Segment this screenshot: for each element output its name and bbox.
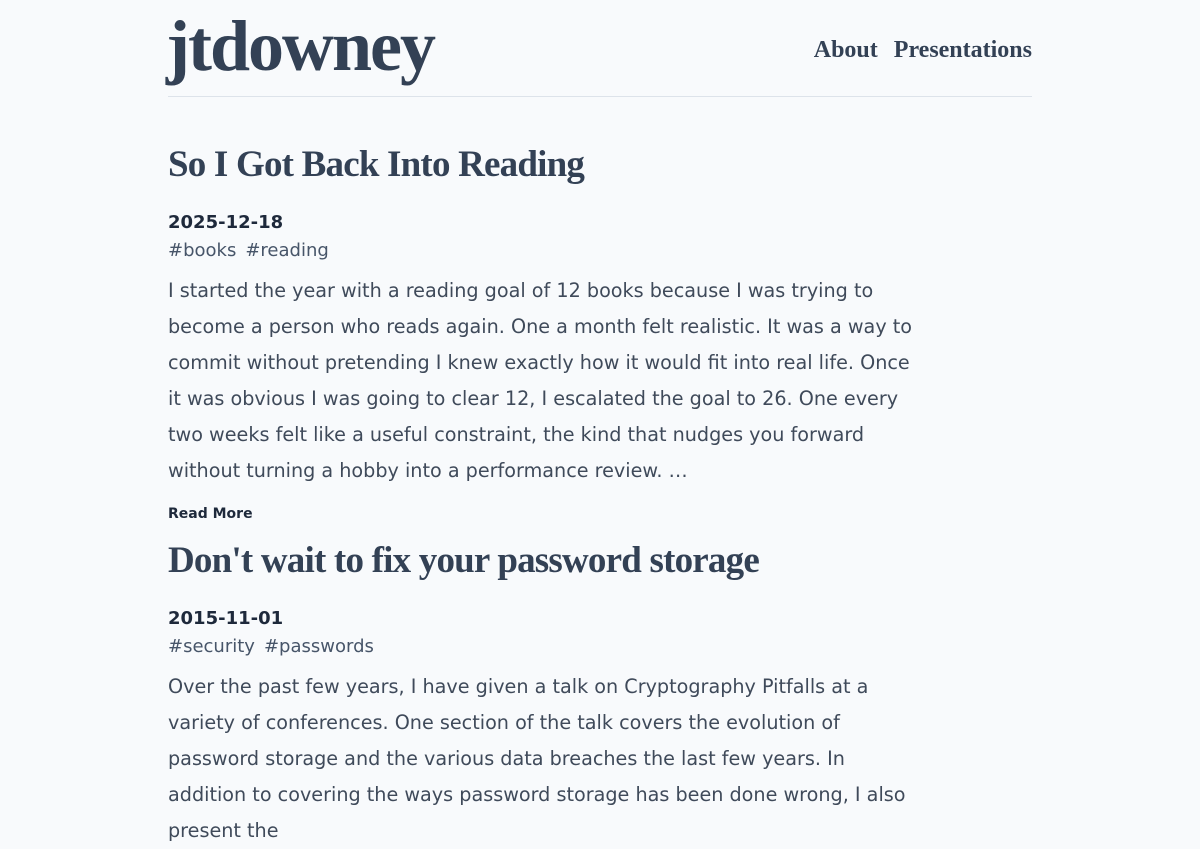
post-excerpt-wrap <box>168 273 928 489</box>
site-title-link[interactable]: jtdowney <box>166 6 434 86</box>
post-excerpt-wrap <box>168 669 928 849</box>
nav-presentations-link[interactable]: Presentations <box>893 37 1032 63</box>
page-container <box>166 0 1032 842</box>
post-excerpt: Over the past few years, I have given a talk on Cryptography Pitfalls at a variety of conferences. One section of the talk covers the evolution of password storage and the various data breaches the last few years. In addition to covering the ways password storage has been done wrong, I also present the <box>168 675 906 842</box>
post-title-link[interactable]: So I Got Back Into Reading <box>168 144 585 185</box>
post-date: 2015-11-01 <box>168 608 284 629</box>
main-nav <box>814 38 1032 62</box>
post-entry <box>168 541 928 582</box>
post-tags <box>168 638 374 656</box>
post-tags <box>168 242 329 260</box>
post-excerpt: I started the year with a reading goal of 12 books because I was trying to become a person who reads again. One a month felt realistic. It was a way to commit without pretending I knew exactly how it would fit into real life. Once it was obvious I was going to clear 12, I escalated the goal to 26. One every two weeks felt like a useful constraint, the kind that nudges you forward without turning a hobby into a performance review. … <box>168 279 913 482</box>
tag-link[interactable]: #books <box>168 240 237 261</box>
post-date: 2025-12-18 <box>168 212 284 233</box>
post-entry <box>168 145 928 186</box>
site-header <box>168 0 1032 97</box>
nav-about-link[interactable]: About <box>813 37 878 63</box>
tag-link[interactable]: #reading <box>245 240 329 261</box>
read-more-link[interactable]: Read More <box>168 506 253 522</box>
tag-link[interactable]: #security <box>168 636 255 657</box>
tag-link[interactable]: #passwords <box>263 636 374 657</box>
post-title-link[interactable]: Don't wait to fix your password storage <box>168 540 759 581</box>
